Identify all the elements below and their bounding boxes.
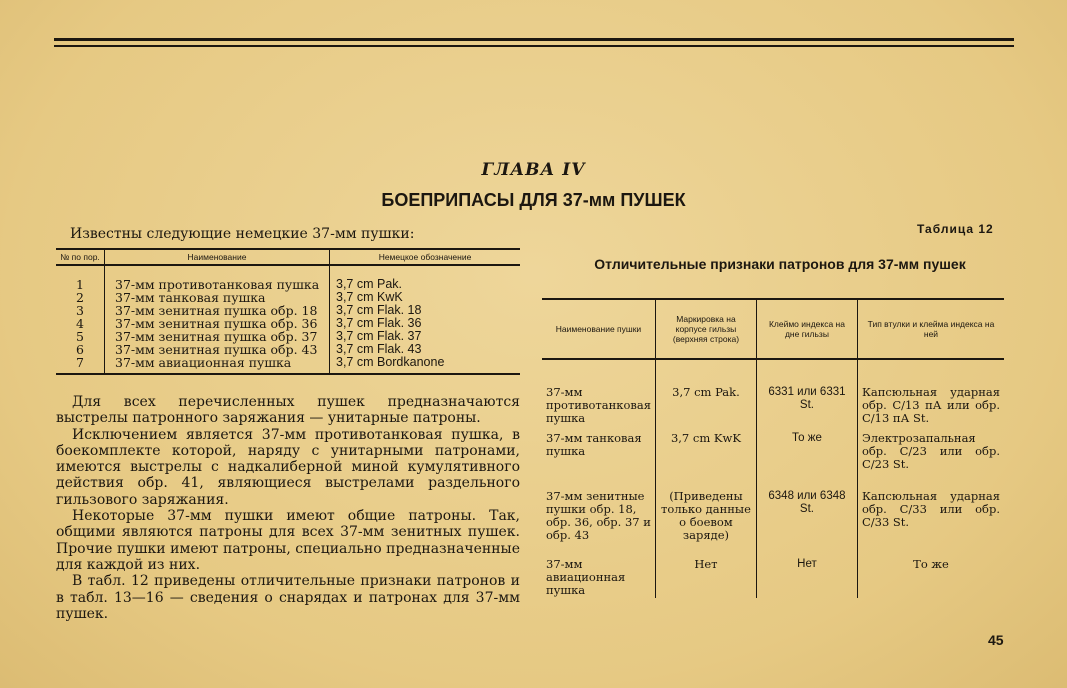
index-stamp: 6348 или 6348 St. xyxy=(756,490,857,558)
gun-name: 37-мм противотанковая пушка xyxy=(105,265,330,291)
gun-name: 37-мм авиационная пушка xyxy=(105,356,330,374)
column-header-bushing: Тип втулки и клейма индекса на ней xyxy=(857,299,1004,359)
gun-name: 37-мм противотанковая пушка xyxy=(546,385,651,425)
gun-name: 37-мм зенитные пушки обр. 18, обр. 36, обр. 37 и обр. 43 xyxy=(546,489,651,542)
gun-name: 37-мм зенитная пушка обр. 36 xyxy=(105,317,330,330)
page-number: 45 xyxy=(988,632,1004,648)
body-text xyxy=(56,394,520,622)
paragraph: Для всех перечисленных пушек предназначаются выстрелы патронного заряжания — унитарные патроны. xyxy=(56,394,520,427)
row-number: 3 xyxy=(76,303,84,318)
german-designation: 3,7 cm Flak. 43 xyxy=(330,343,521,356)
table-title: Отличительные признаки патронов для 37-мм пушек xyxy=(594,256,966,272)
bushing-type: Капсюльная ударная обр. С/33 или обр. С/33 St. xyxy=(857,490,1004,558)
guns-table xyxy=(56,248,520,375)
column-header-number: № по пор. xyxy=(56,249,105,265)
chapter-title: БОЕПРИПАСЫ ДЛЯ 37-мм ПУШЕК xyxy=(381,190,686,210)
top-rule xyxy=(54,38,1014,41)
german-designation: 3,7 cm Pak. xyxy=(330,265,521,291)
chapter-heading: ГЛАВА IV xyxy=(481,160,586,180)
german-designation: 3,7 cm KwK xyxy=(330,291,521,304)
intro-text: Известны следующие немецкие 37-мм пушки: xyxy=(70,226,415,242)
case-marking: 3,7 cm KwK xyxy=(655,432,756,490)
row-number: 2 xyxy=(76,290,84,305)
paragraph: В табл. 12 приведены отличительные признаки патронов и в табл. 13—16 — сведения о снарядах и патронах для 37-мм пушек. xyxy=(56,573,520,622)
index-stamp: Нет xyxy=(756,558,857,598)
german-designation: 3,7 cm Bordkanone xyxy=(330,356,521,374)
column-header-gun: Наименование пушки xyxy=(542,299,655,359)
gun-name: 37-мм зенитная пушка обр. 43 xyxy=(105,343,330,356)
table-row xyxy=(542,558,1004,598)
row-number: 7 xyxy=(56,356,105,374)
gun-name: 37-мм зенитная пушка обр. 18 xyxy=(105,304,330,317)
case-marking: (Приведены только данные о боевом заряде) xyxy=(655,490,756,558)
gun-name: 37-мм танковая пушка xyxy=(105,291,330,304)
cartridge-marks-table xyxy=(542,298,1004,598)
column-header-marking: Маркировка на корпусе гильзы (верхняя строка) xyxy=(655,299,756,359)
index-stamp: 6331 или 6331 St. xyxy=(756,359,857,432)
row-number: 5 xyxy=(76,329,84,344)
paragraph: Некоторые 37-мм пушки имеют общие патроны. Так, общими являются патроны для всех 37-мм зенитных пушек. Прочие пушки имеют патроны, специально предназначенные для каждой из них. xyxy=(56,508,520,573)
gun-name: 37-мм авиационная пушка xyxy=(546,557,626,597)
row-number: 1 xyxy=(76,277,84,292)
top-rule-thin xyxy=(54,45,1014,47)
table-row xyxy=(542,432,1004,490)
gun-name: 37-мм танковая пушка xyxy=(546,431,642,458)
column-header-stamp: Клеймо индекса на дне гильзы xyxy=(756,299,857,359)
column-header-name: Наименование xyxy=(105,249,330,265)
table-row xyxy=(542,490,1004,558)
german-designation: 3,7 cm Flak. 18 xyxy=(330,304,521,317)
table-row xyxy=(542,359,1004,432)
row-number: 4 xyxy=(76,316,84,331)
bushing-type: Капсюльная ударная обр. С/13 пА или обр. С/13 пА St. xyxy=(857,359,1004,432)
german-designation: 3,7 cm Flak. 37 xyxy=(330,330,521,343)
table-row xyxy=(56,356,520,374)
gun-name: 37-мм зенитная пушка обр. 37 xyxy=(105,330,330,343)
case-marking: 3,7 cm Pak. xyxy=(655,359,756,432)
row-number: 6 xyxy=(76,342,84,357)
paragraph: Исключением является 37-мм противотанковая пушка, в боекомплекте которой, наряду с унитарными патронами, имеются выстрелы с надкалиберной миной кумулятивного действия обр. 41, являющиеся выстрелами раздельного гильзового заряжания. xyxy=(56,426,520,508)
table-row xyxy=(56,265,520,291)
german-designation: 3,7 cm Flak. 36 xyxy=(330,317,521,330)
bushing-type: То же xyxy=(857,558,1004,598)
bushing-type: Электрозапальная обр. С/23 или обр. С/23 St. xyxy=(857,432,1004,490)
table-number: Таблица 12 xyxy=(917,222,994,236)
index-stamp: То же xyxy=(756,432,857,490)
case-marking: Нет xyxy=(655,558,756,598)
column-header-german: Немецкое обозначение xyxy=(330,249,521,265)
